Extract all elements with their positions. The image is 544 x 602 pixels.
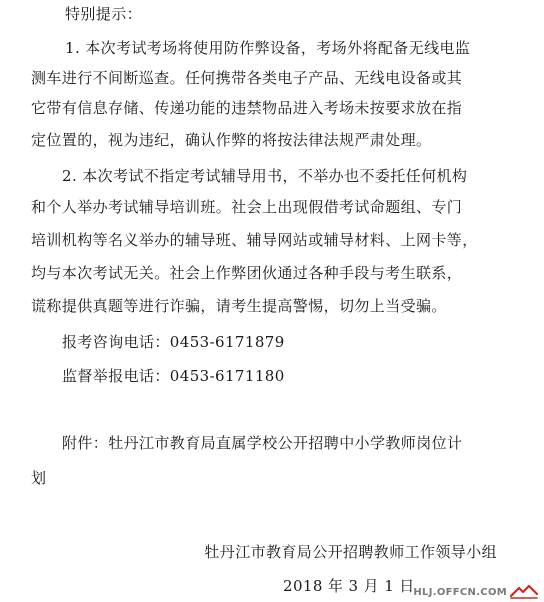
para2-line-1: 2. 本次考试不指定考试辅导用书，不举办也不委托任何机构: [62, 167, 468, 185]
report-phone: 监督举报电话：0453-6171180: [62, 367, 285, 385]
attachment-line-2: 划: [31, 469, 47, 487]
para2-line-5: 谎称提供真题等进行诈骗，请考生提高警惕，切勿上当受骗。: [31, 297, 447, 315]
para1-line-2: 测车进行不间断巡查。任何携带各类电子产品、无线电设备或其: [31, 69, 463, 87]
para1-line-3: 它带有信息存储、传递功能的违禁物品进入考场未按要求放在指: [31, 99, 463, 117]
signature-org: 牡丹江市教育局公开招聘教师工作领导小组: [204, 543, 497, 561]
offcn-logo-icon: [510, 585, 538, 599]
para2-line-2: 和个人举办考试辅导培训班。社会上出现假借考试命题组、专门: [31, 198, 463, 216]
watermark-url: HLJ.OFFCN.COM: [413, 586, 507, 598]
para1-line-4: 定位置的，视为违纪，确认作弊的将按法律法规严肃处理。: [31, 131, 432, 149]
signature-date: 2018 年 3 月 1 日: [283, 577, 415, 595]
attachment-line-1: 附件：牡丹江市教育局直属学校公开招聘中小学教师岗位计: [62, 434, 463, 452]
notice-heading: 特别提示：: [65, 5, 143, 23]
site-watermark: [413, 585, 538, 599]
para1-line-1: 1. 本次考试考场将使用防作弊设备，考场外将配备无线电监: [65, 39, 471, 57]
para2-line-3: 培训机构等名义举办的辅导班、辅导网站或辅导材料、上网卡等，: [31, 231, 478, 249]
para2-line-4: 均与本次考试无关。社会上作弊团伙通过各种手段与考生联系，: [31, 264, 463, 282]
consult-phone: 报考咨询电话：0453-6171879: [62, 333, 285, 351]
